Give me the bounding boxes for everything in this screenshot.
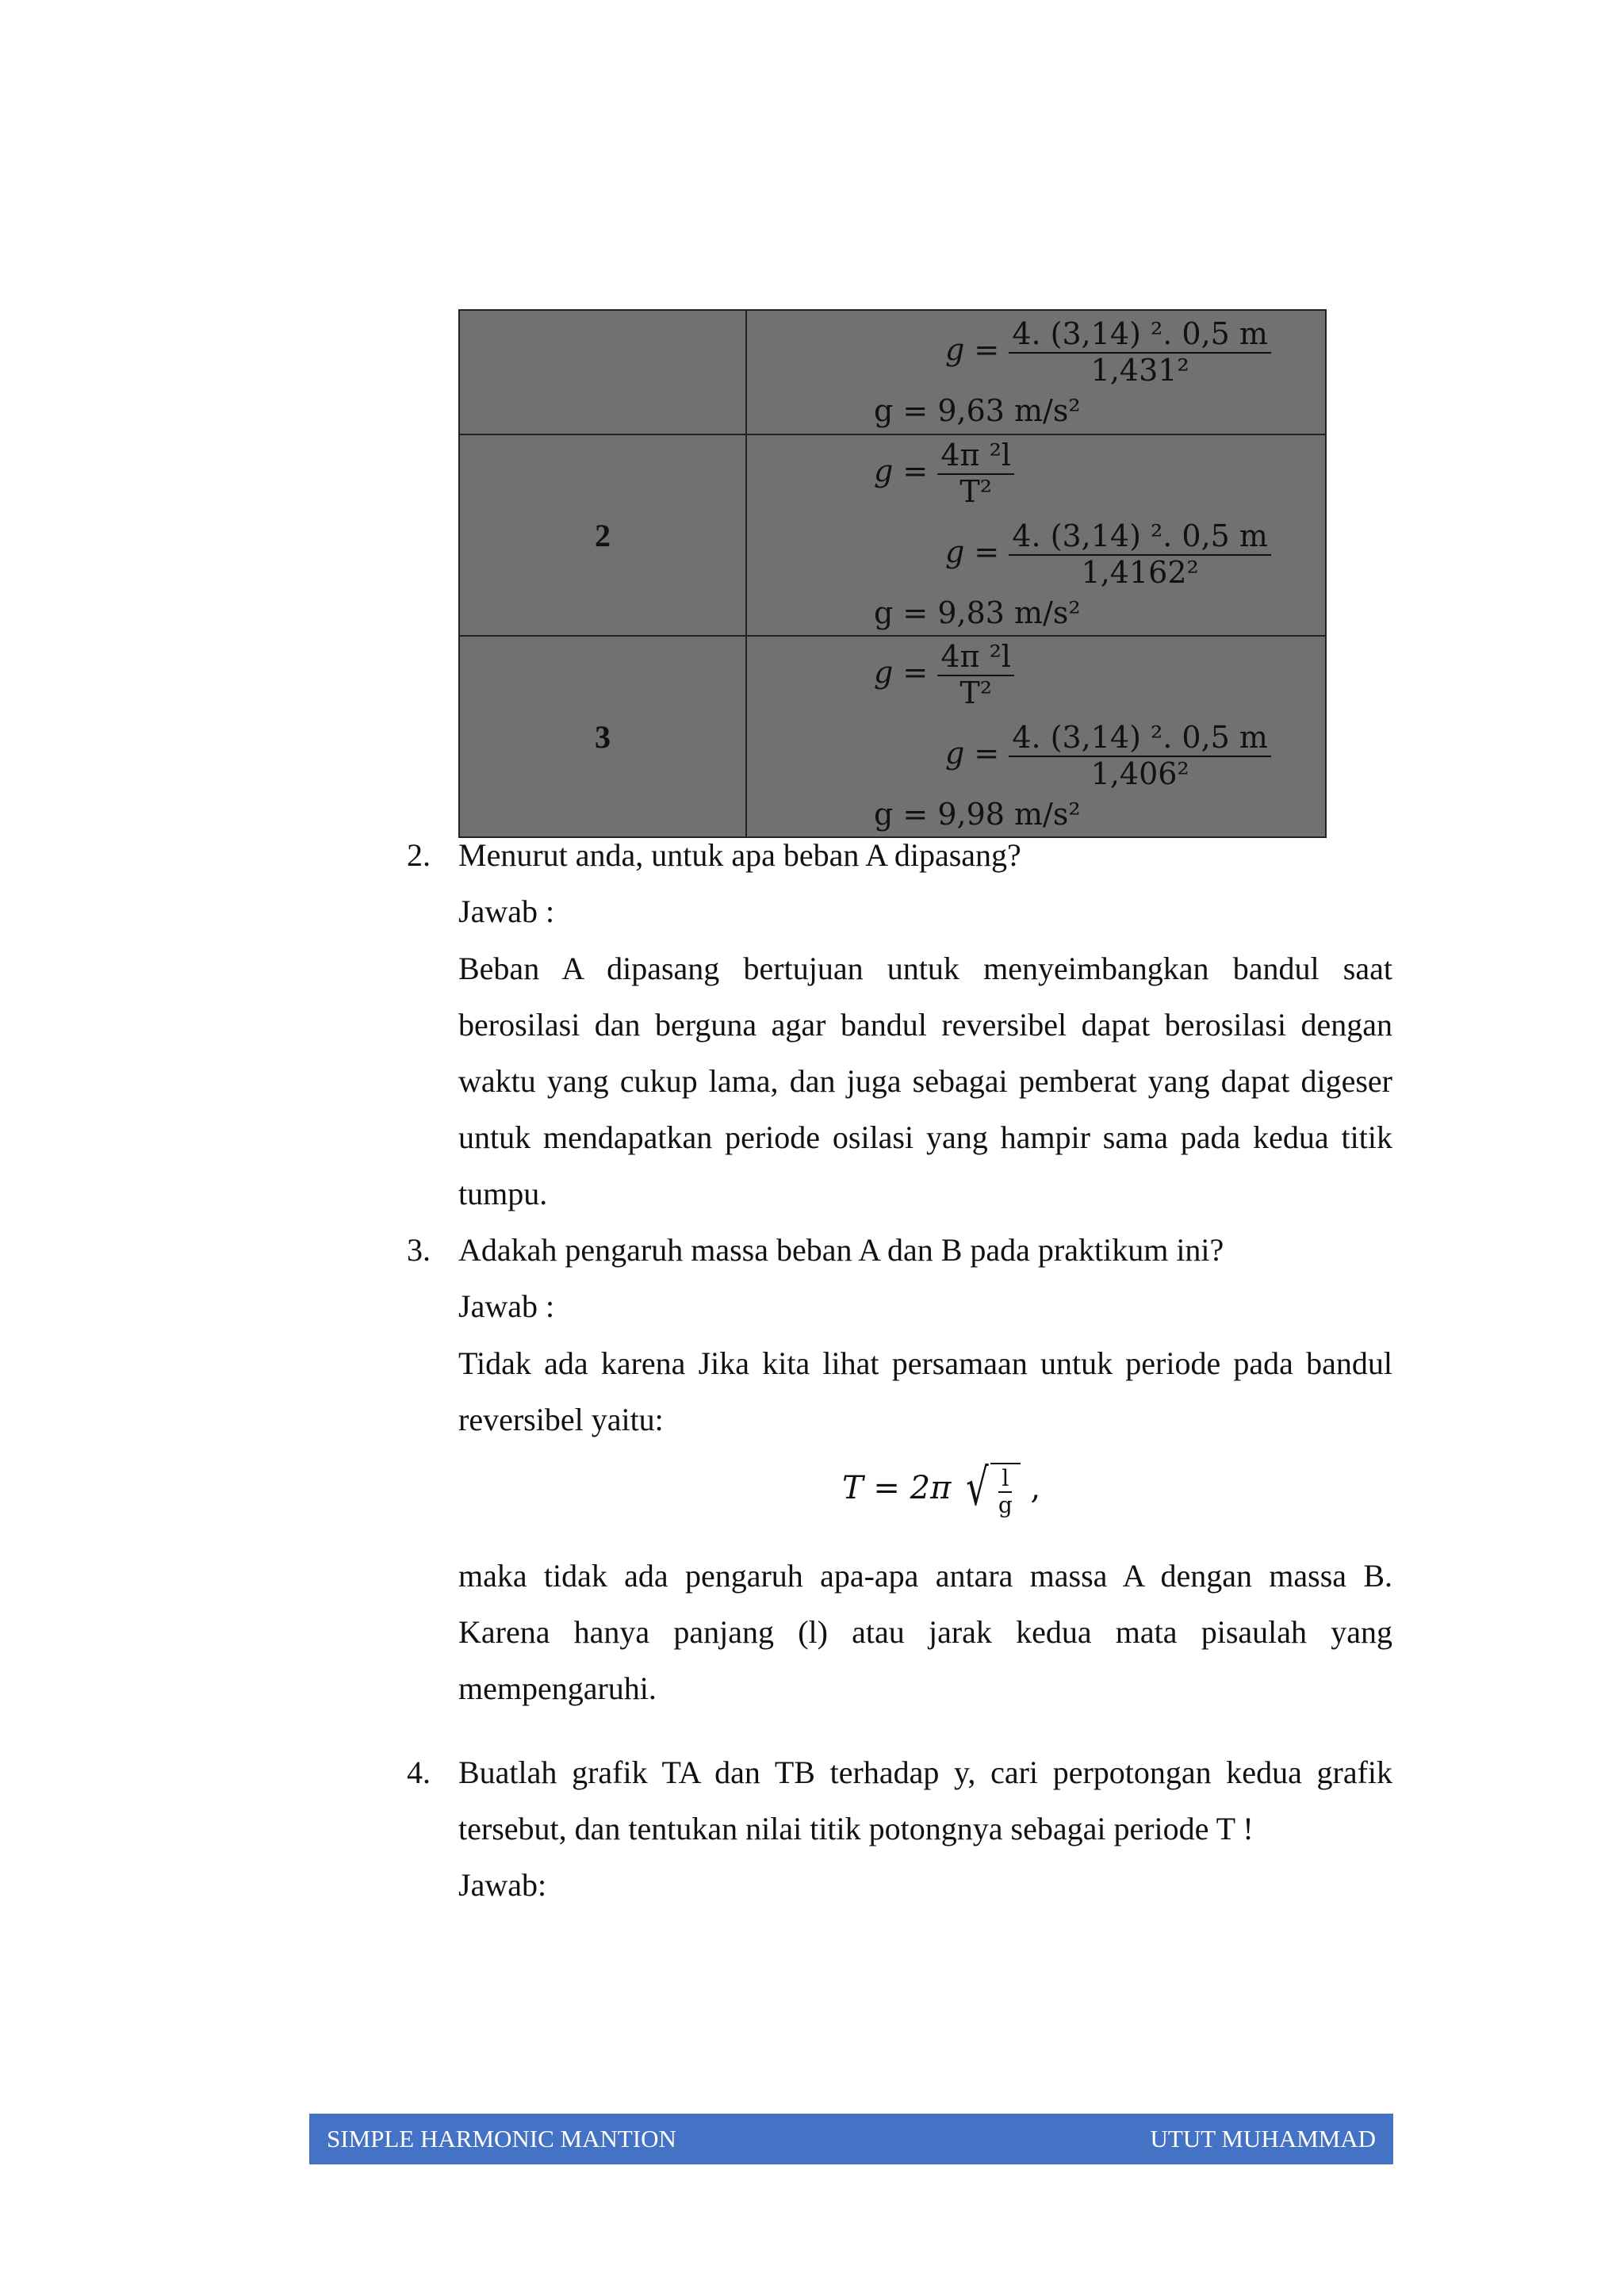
fraction	[1009, 721, 1271, 791]
table-row	[459, 636, 1326, 837]
answer-line: Tidak ada karena Jika kita lihat persamaan untuk periode pada bandul	[458, 1345, 1392, 1381]
answer-line: reversibel yaitu:	[458, 1402, 664, 1437]
question-number: 2.	[407, 837, 431, 873]
answer-label: Jawab:	[458, 1867, 547, 1903]
equation-lhs: g =	[874, 655, 929, 691]
g-result: g = 9,63 m/s²	[874, 393, 1081, 428]
footer-author: UTUT MUHAMMAD	[1150, 2125, 1376, 2152]
answer-line: tumpu.	[458, 1176, 548, 1211]
question-text: Buatlah grafik TA dan TB terhadap y, cari perpotongan kedua grafik	[458, 1755, 1392, 1790]
answer-line: maka tidak ada pengaruh apa-apa antara massa A dengan massa B.	[458, 1558, 1392, 1594]
fraction-numerator: 4π ²l	[937, 640, 1014, 676]
fraction	[1009, 519, 1271, 590]
g-general-equation	[874, 438, 1014, 509]
page-footer	[309, 2114, 1393, 2164]
fraction-numerator: 4. (3,14) ². 0,5 m	[1009, 317, 1271, 354]
fraction-denominator: g	[998, 1492, 1013, 1519]
radical-sign-icon: √	[966, 1459, 989, 1517]
question-number: 4.	[407, 1755, 431, 1790]
answer-label: Jawab :	[458, 894, 555, 929]
fraction-numerator: 4π ²l	[937, 438, 1014, 475]
answer-line: berosilasi dan berguna agar bandul reversibel dapat berosilasi dengan	[458, 1007, 1392, 1043]
fraction	[937, 640, 1014, 710]
g-equation	[945, 519, 1271, 590]
answer-line: untuk mendapatkan periode osilasi yang hampir sama pada kedua titik	[458, 1119, 1392, 1155]
table-row	[459, 310, 1326, 434]
answer-line: Beban A dipasang bertujuan untuk menyeimbangkan bandul saat	[458, 951, 1392, 986]
fraction-numerator: 4. (3,14) ². 0,5 m	[1009, 519, 1271, 556]
answer-line: mempengaruhi.	[458, 1670, 657, 1706]
g-equation	[945, 317, 1271, 388]
fraction-denominator: 1,4162²	[1081, 554, 1199, 590]
g-result: g = 9,83 m/s²	[874, 595, 1081, 630]
trial-number-cell: 3	[459, 636, 746, 837]
equation-lhs: g =	[945, 736, 1000, 771]
fraction-numerator: l	[998, 1466, 1012, 1493]
fraction	[995, 1466, 1016, 1518]
question-number: 3.	[407, 1232, 431, 1268]
answer-line: Karena hanya panjang (l) atau jarak kedua mata pisaulah yang	[458, 1614, 1392, 1650]
formula-lhs: T = 2π	[842, 1470, 952, 1507]
table-row	[459, 434, 1326, 636]
equation-lhs: g =	[945, 332, 1000, 368]
equation-lhs: g =	[874, 453, 929, 489]
formula-cell	[746, 310, 1326, 434]
fraction-denominator: 1,406²	[1090, 756, 1189, 791]
period-formula	[842, 1459, 1041, 1519]
fraction-numerator: 4. (3,14) ². 0,5 m	[1009, 721, 1271, 757]
formula-comma: ,	[1030, 1470, 1041, 1507]
square-root	[961, 1459, 1021, 1519]
g-general-equation	[874, 640, 1014, 710]
answer-line: waktu yang cukup lama, dan juga sebagai pemberat yang dapat digeser	[458, 1063, 1392, 1099]
footer-title: SIMPLE HARMONIC MANTION	[327, 2125, 676, 2152]
question-text: Adakah pengaruh massa beban A dan B pada praktikum ini?	[458, 1232, 1224, 1268]
fraction-denominator: 1,431²	[1090, 352, 1189, 388]
answer-label: Jawab :	[458, 1288, 555, 1324]
question-text: Menurut anda, untuk apa beban A dipasang?	[458, 837, 1021, 873]
fraction-denominator: T²	[959, 473, 992, 509]
g-equation	[945, 721, 1271, 791]
calculation-table	[458, 309, 1327, 838]
formula-cell	[746, 636, 1326, 837]
g-result: g = 9,98 m/s²	[874, 797, 1081, 832]
trial-number-cell: 2	[459, 434, 746, 636]
equation-lhs: g =	[945, 534, 1000, 570]
fraction	[937, 438, 1014, 509]
formula-cell	[746, 434, 1326, 636]
fraction	[1009, 317, 1271, 388]
question-text: tersebut, dan tentukan nilai titik potongnya sebagai periode T !	[458, 1811, 1254, 1846]
trial-number-cell	[459, 310, 746, 434]
fraction-denominator: T²	[959, 675, 992, 710]
